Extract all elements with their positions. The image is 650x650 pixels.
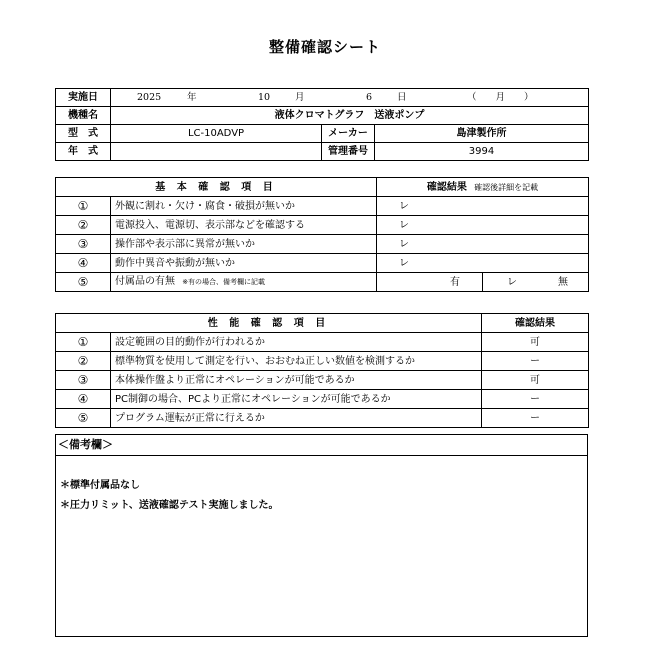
accessory-check-cell [483,273,589,292]
perf-no: ① [56,333,111,352]
perf-result: 可 [482,333,589,352]
perf-result: ー [482,409,589,428]
basic-result-title: 確認結果 [426,181,467,193]
basic-item-text: 操作部や表示部に異常が無いか [111,235,377,254]
basic-header: 基 本 確 認 項 目 [56,178,377,197]
date-month-unit: 月 [295,91,305,103]
model-name-label: 機種名 [56,107,111,125]
perf-item-text: プログラム運転が正常に行えるか [111,409,482,428]
remarks-header: ＜備考欄＞ [56,435,587,456]
accessory-check: レ [507,276,518,288]
basic-no: ⑤ [56,273,111,292]
accessory-note: ※有の場合、備考欄に記載 [182,278,266,286]
mgmt-value: 3994 [375,143,589,161]
date-label: 実施日 [56,89,111,107]
basic-no: ② [56,216,111,235]
perf-no: ② [56,352,111,371]
accessory-has: 有 [377,273,483,292]
date-year: 2025 [137,91,162,103]
perf-item-text: PC制御の場合、PCより正常にオペレーションが可能であるか [111,390,482,409]
basic-result-note: 確認後詳細を記載 [474,182,539,192]
date-month: 10 [258,91,271,103]
basic-check-table [55,177,589,292]
type-label: 型 式 [56,125,111,143]
perf-item-text: 設定範囲の目的動作が行われるか [111,333,482,352]
basic-item-text: 外観に割れ・欠け・腐食・破損が無いか [111,197,377,216]
performance-check-table [55,313,589,428]
basic-item-text: 動作中異音や振動が無いか [111,254,377,273]
perf-header: 性 能 確 認 項 目 [56,314,482,333]
maker-value: 島津製作所 [375,125,589,143]
basic-result-header [377,178,589,197]
date-day: 6 [366,91,373,103]
basic-no: ① [56,197,111,216]
perf-result: ー [482,352,589,371]
perf-item-text: 本体操作盤より正常にオペレーションが可能であるか [111,371,482,390]
date-day-unit: 日 [397,91,407,103]
basic-no: ④ [56,254,111,273]
perf-item-text: 標準物質を使用して測定を行い、おおむね正しい数値を検測するか [111,352,482,371]
remarks-box [55,434,588,637]
perf-result: 可 [482,371,589,390]
type-value: LC-10ADVP [111,125,322,143]
perf-result: ー [482,390,589,409]
basic-result: レ [377,197,589,216]
perf-result-header: 確認結果 [482,314,589,333]
remarks-line: ＊圧力リミット、送液確認テスト実施しました。 [60,500,279,511]
remarks-line: ＊標準付属品なし [60,480,140,491]
year-value [111,143,322,161]
accessory-label: 付属品の有無 [115,276,175,287]
basic-result: レ [377,254,589,273]
date-weekday: （ 月 ） [467,91,534,103]
perf-no: ④ [56,390,111,409]
maker-label: メーカー [322,125,375,143]
basic-no: ③ [56,235,111,254]
date-cell [111,89,589,107]
perf-no: ⑤ [56,409,111,428]
mgmt-label: 管理番号 [322,143,375,161]
basic-item-text: 電源投入、電源切、表示部などを確認する [111,216,377,235]
basic-item5-text [111,273,377,292]
model-name-value: 液体クロマトグラフ 送液ポンプ [111,107,589,125]
perf-no: ③ [56,371,111,390]
info-table [55,88,589,161]
date-year-unit: 年 [187,91,197,103]
page-title: 整備確認シート [268,38,381,56]
basic-result: レ [377,216,589,235]
basic-result: レ [377,235,589,254]
year-label: 年 式 [56,143,111,161]
accessory-none: 無 [558,276,569,288]
